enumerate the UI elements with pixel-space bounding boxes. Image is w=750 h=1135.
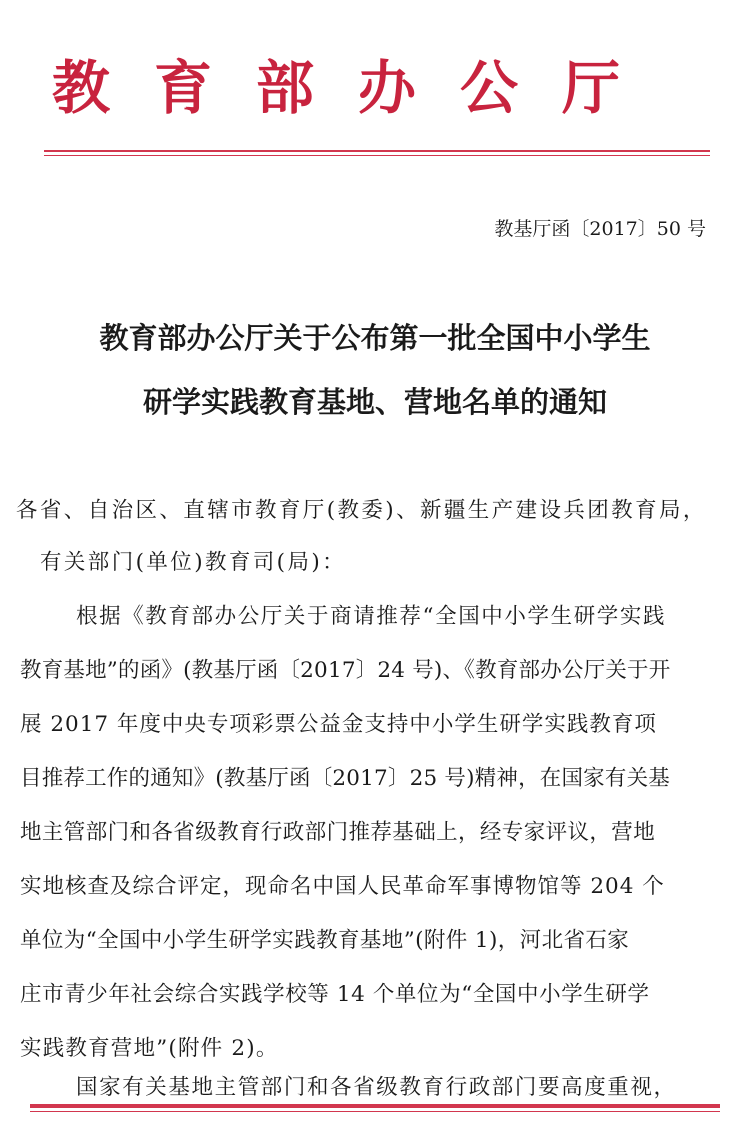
document-title-line-2: 研学实践教育基地、营地名单的通知 (142, 385, 607, 419)
addressee-line-1: 各省、自治区、直辖市教育厅(教委)、新疆生产建设兵团教育局， (16, 498, 707, 523)
masthead-red-rule-thin (44, 155, 710, 156)
body-line-5: 地主管部门和各省级教育行政部门推荐基础上，经专家评议，营地 (20, 820, 656, 845)
body-line-8: 庄市青少年社会综合实践学校等 14 个单位为“全国中小学生研学 (20, 982, 650, 1007)
document-title-line-1: 教育部办公厅关于公布第一批全国中小学生 (99, 321, 651, 355)
document-number: 教基厅函〔2017〕50 号 (494, 218, 706, 240)
masthead (0, 48, 750, 128)
masthead-title: 教育部办公厅 (52, 54, 665, 122)
body-line-2: 教育基地”的函》(教基厅函〔2017〕24 号)、《教育部办公厅关于开 (20, 658, 671, 683)
footer-red-rule-thin (30, 1111, 720, 1112)
body-line-7: 单位为“全国中小学生研学实践教育基地”(附件 1)，河北省石家 (20, 928, 630, 953)
body-line-1: 根据《教育部办公厅关于商请推荐“全国中小学生研学实践 (76, 604, 667, 629)
body-line-3: 展 2017 年度中央专项彩票公益金支持中小学生研学实践教育项 (20, 712, 657, 737)
body-line-4: 目推荐工作的通知》(教基厅函〔2017〕25 号)精神，在国家有关基 (20, 766, 670, 791)
body-line-6: 实地核查及综合评定，现命名中国人民革命军事博物馆等 204 个 (20, 874, 665, 899)
body-line-10: 国家有关基地主管部门和各省级教育行政部门要高度重视， (76, 1075, 677, 1100)
body-line-9: 实践教育营地”(附件 2)。 (20, 1036, 279, 1061)
footer-red-rule (30, 1104, 720, 1108)
addressee-line-2: 有关部门(单位)教育司(局)： (40, 550, 347, 575)
masthead-red-rule (44, 150, 710, 152)
